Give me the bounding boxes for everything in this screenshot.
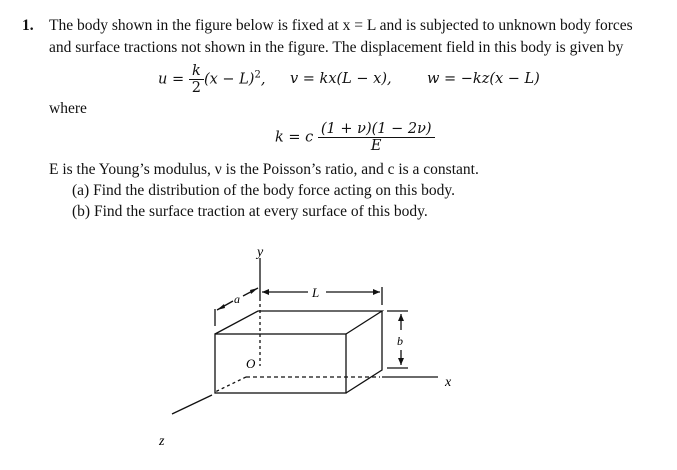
equation-u: u = $\frac{k}{2}$ $(x - L)^2$, <box>158 63 266 96</box>
z-axis <box>172 395 212 414</box>
label-L: L <box>312 285 320 300</box>
part-b-text: (b) Find the surface traction at every surface of this body. <box>72 203 428 220</box>
part-a-text: (a) Find the distribution of the body force acting on this body. <box>72 182 455 199</box>
box-front-face <box>215 334 346 393</box>
arrowhead-a-left <box>217 304 225 310</box>
arrowhead-b-bottom <box>398 358 404 365</box>
fraction-k: $\frac{(1 + \nu)(1 - 2\nu)}{E}$ <box>318 121 435 154</box>
fraction-k-over-2: $\frac{k}{2}$ <box>189 63 204 96</box>
equation-k: k = c $\frac{(1 + \nu)(1 - 2\nu)}{E}$ <box>275 121 435 154</box>
box-top-face <box>215 311 382 334</box>
z-axis-hidden <box>215 377 246 392</box>
problem-number: 1. <box>22 17 34 34</box>
arrowhead-b-top <box>398 314 404 321</box>
problem-text-line-1: The body shown in the figure below is fixed at x = L and is subjected to unknown body forces <box>49 17 633 34</box>
equation-v: v = kx(L − x), <box>290 71 392 87</box>
box-right-face <box>346 311 382 393</box>
arrowhead-L-left <box>262 289 269 295</box>
label-y: y <box>257 245 264 260</box>
equation-w: w = −kz(x − L) <box>427 71 540 87</box>
arrowhead-L-right <box>373 289 380 295</box>
where-label: where <box>49 100 87 117</box>
arrowhead-a-right <box>250 288 258 294</box>
label-x: x <box>445 375 452 390</box>
problem-text-line-2: and surface tractions not shown in the figure. The displacement field in this body is given by <box>49 39 624 56</box>
label-b: b <box>397 334 403 348</box>
label-origin: O <box>246 356 256 371</box>
parameters-text: E is the Young’s modulus, ν is the Poisson’s ratio, and c is a constant. <box>49 161 479 178</box>
label-a: a <box>234 292 240 306</box>
label-z: z <box>159 434 165 449</box>
